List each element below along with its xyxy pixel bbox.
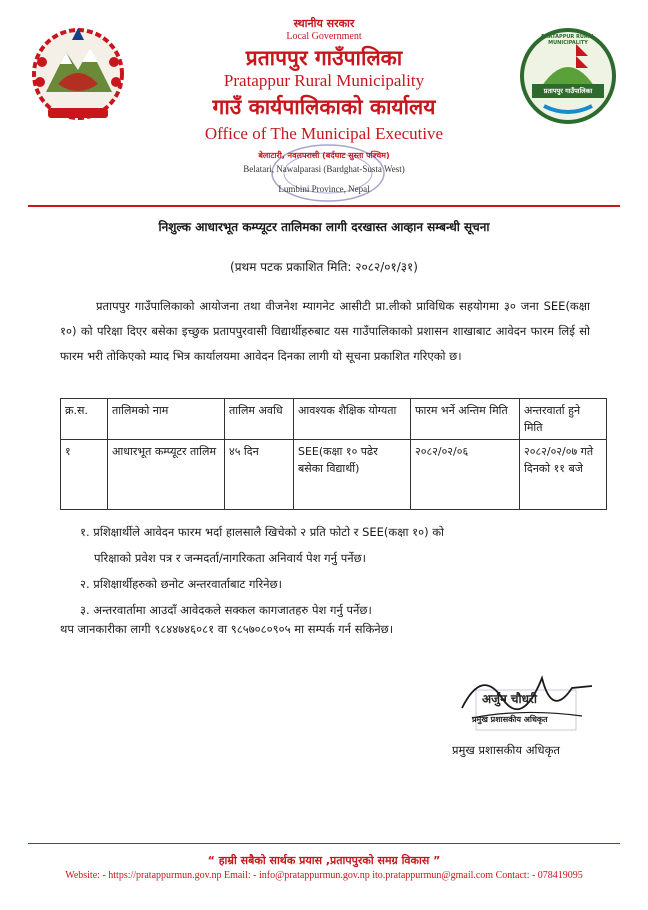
signature	[442, 658, 602, 738]
signatory-title: प्रमुख प्रशासकीय अधिकृत	[452, 743, 560, 757]
office-np: गाउँ कार्यपालिकाको कार्यालय	[212, 95, 436, 119]
table-cell: २०८२/०२/०७ गते दिनको ११ बजे	[520, 440, 607, 510]
header-divider	[28, 205, 620, 207]
note-2: २. प्रशिक्षार्थीहरुको छनोट अन्तरवार्ताबाट गरिनेछ।	[80, 577, 282, 591]
address-en: Belatari, Nawalparasi (Bardghat-Susta West)	[243, 164, 405, 174]
signature-name-stamp: अर्जुन चौधरी	[482, 692, 538, 706]
header-cell: आवश्यक शैक्षिक योग्यता	[294, 399, 411, 440]
notes-list	[80, 520, 600, 624]
table-cell: आधारभूत कम्प्यूटर तालिम	[108, 440, 225, 510]
header-cell: फारम भर्ने अन्तिम मिति	[411, 399, 520, 440]
municipality-np: प्रतापपुर गाउँपालिका	[245, 46, 403, 70]
municipality-en: Pratappur Rural Municipality	[223, 71, 425, 90]
training-table	[60, 398, 607, 510]
table-header-row	[61, 399, 607, 440]
header-cell: क्र.स.	[61, 399, 108, 440]
province-en: Lumbini Province, Nepal	[278, 184, 370, 194]
table-row	[61, 440, 607, 510]
footer-contact: Website: - https://pratappurmun.gov.np Email: - info@pratappurmun.gov.np ito.pratappurmun@gmail.com Contact: - 078419095	[65, 870, 583, 881]
table-cell: १	[61, 440, 108, 510]
footer-divider	[28, 843, 620, 844]
notice-body-text: प्रतापपुर गाउँपालिकाको आयोजना तथा वीजनेश म्यागनेट आसीटी प्रा.लीको प्राविधिक सहयोगमा ३० जना SEE(कक्षा १०) को परिक्षा दिएर बसेका इच्छुक प्रतापपुरवासी विद्यार्थीहरुबाट यस गाउँपालिकाको प्रशासन शाखाबाट आवेदन फारम लिई सो फारम भरी तोकिएको म्याद भित्र कार्यालयमा आवेदन दिनका लागी यो सूचना प्रकाशित गरिएको छ।	[60, 299, 590, 363]
office-en: Office of The Municipal Executive	[204, 124, 444, 143]
notice-body	[60, 294, 590, 369]
note-1: १. प्रशिक्षार्थीले आवेदन फारम भर्दा हालसालै खिचेको २ प्रति फोटो र SEE(कक्षा १०) को	[80, 525, 445, 539]
note-1-cont: परिक्षाको प्रवेश पत्र र जन्मदर्ता/नागरिकता अनिवार्य पेश गर्नु पर्नेछ।	[94, 551, 367, 565]
table-cell: SEE(कक्षा १० पढेर बसेका विद्यार्थी)	[294, 440, 411, 510]
logo-arc-text: PRATAPPUR RURAL MUNICIPALITY	[541, 34, 595, 46]
published-date: (प्रथम पटक प्रकाशित मिति: २०८२/०१/३१)	[230, 260, 418, 274]
footer-motto: “ हाम्री सबैको सार्थक प्रयास ,प्रतापपुरको समग्र विकास ”	[207, 854, 441, 867]
office-stamp	[268, 142, 388, 204]
table-cell: ४५ दिन	[225, 440, 294, 510]
address-np: बेलाटारी, नवलपरासी (बर्दघाट सुस्ता पश्चिम)	[258, 151, 390, 160]
local-gov-np: स्थानीय सरकार	[293, 17, 355, 30]
logo-band-text: प्रतापपुर गाउँपालिका	[543, 87, 593, 95]
signature-stamp-title: प्रमुख प्रशासकीय अधिकृत	[472, 715, 548, 724]
local-gov-en: Local Government	[286, 31, 362, 42]
header-cell: तालिमको नाम	[108, 399, 225, 440]
note-3: ३. अन्तरवार्तामा आउदाँ आवेदकले सक्कल कागजातहरु पेश गर्नु पर्नेछ।	[80, 603, 372, 617]
header-cell: तालिम अवधि	[225, 399, 294, 440]
table-cell: २०८२/०२/०६	[411, 440, 520, 510]
header-cell: अन्तरवार्ता हुने मिति	[520, 399, 607, 440]
notice-title: निशुल्क आधारभूत कम्प्यूटर तालिमका लागी दरखास्त आव्हान सम्बन्धी सूचना	[158, 220, 490, 234]
contact-info: थप जानकारीका लागी ९८४४७४६०८१ वा ९८५७०८०९०५ मा सम्पर्क गर्न सकिनेछ।	[60, 622, 394, 636]
